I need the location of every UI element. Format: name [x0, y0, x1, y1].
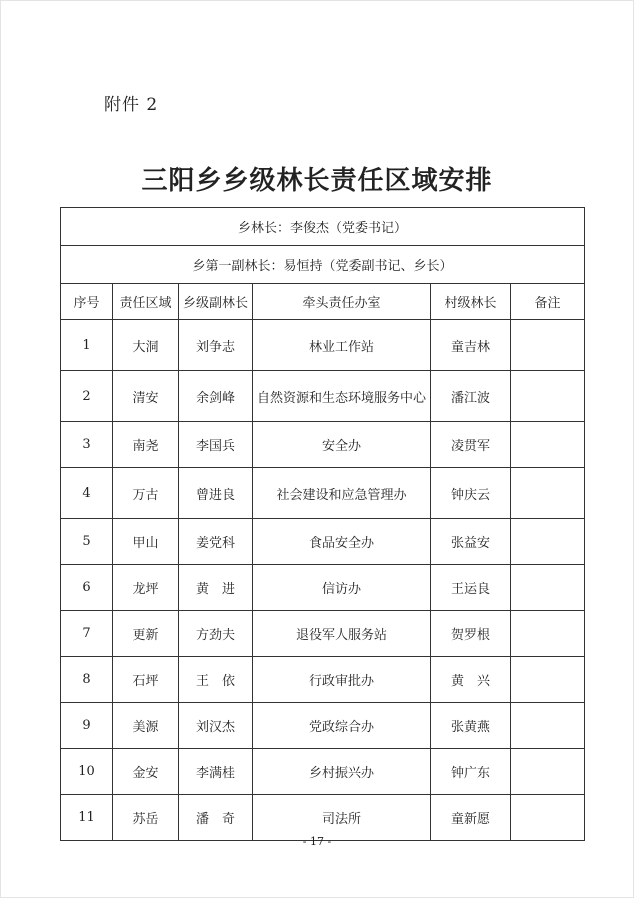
cell-village-chief: 王运良	[431, 565, 511, 611]
column-header-area: 责任区域	[113, 284, 179, 320]
cell-deputy: 刘汉杰	[179, 703, 253, 749]
cell-area: 龙坪	[113, 565, 179, 611]
cell-deputy: 黄 进	[179, 565, 253, 611]
cell-index: 10	[61, 749, 113, 795]
cell-village-chief: 凌贯军	[431, 422, 511, 468]
cell-remark	[511, 657, 585, 703]
cell-village-chief: 钟庆云	[431, 468, 511, 519]
document-title: 三阳乡乡级林长责任区域安排	[141, 166, 493, 196]
cell-deputy: 李国兵	[179, 422, 253, 468]
table-row	[61, 565, 585, 611]
township-chief-cell: 乡林长：李俊杰（党委书记）	[61, 208, 585, 246]
table-row	[61, 468, 585, 519]
cell-area: 清安	[113, 371, 179, 422]
cell-deputy: 曾进良	[179, 468, 253, 519]
cell-office: 党政综合办	[253, 703, 431, 749]
responsibility-table	[60, 207, 585, 841]
table-row	[61, 795, 585, 841]
cell-area: 苏岳	[113, 795, 179, 841]
attachment-label: 附件 2	[104, 95, 159, 115]
column-header-deputy: 乡级副林长	[179, 284, 253, 320]
cell-index: 3	[61, 422, 113, 468]
cell-office: 行政审批办	[253, 657, 431, 703]
cell-village-chief: 张益安	[431, 519, 511, 565]
cell-village-chief: 潘江波	[431, 371, 511, 422]
table-row	[61, 749, 585, 795]
cell-deputy: 潘 奇	[179, 795, 253, 841]
cell-remark	[511, 422, 585, 468]
cell-office: 乡村振兴办	[253, 749, 431, 795]
cell-deputy: 余剑峰	[179, 371, 253, 422]
column-header-row	[61, 284, 585, 320]
cell-index: 7	[61, 611, 113, 657]
table-row	[61, 703, 585, 749]
cell-remark	[511, 749, 585, 795]
cell-area: 石坪	[113, 657, 179, 703]
table-row	[61, 519, 585, 565]
cell-index: 4	[61, 468, 113, 519]
cell-area: 金安	[113, 749, 179, 795]
cell-remark	[511, 565, 585, 611]
cell-office: 自然资源和生态环境服务中心	[253, 371, 431, 422]
cell-office: 社会建设和应急管理办	[253, 468, 431, 519]
cell-area: 更新	[113, 611, 179, 657]
column-header-village-chief: 村级林长	[431, 284, 511, 320]
cell-area: 万古	[113, 468, 179, 519]
cell-village-chief: 童新愿	[431, 795, 511, 841]
cell-deputy: 刘争志	[179, 320, 253, 371]
table-row	[61, 320, 585, 371]
cell-remark	[511, 795, 585, 841]
cell-area: 美源	[113, 703, 179, 749]
cell-office: 信访办	[253, 565, 431, 611]
cell-index: 11	[61, 795, 113, 841]
cell-village-chief: 童吉林	[431, 320, 511, 371]
cell-index: 9	[61, 703, 113, 749]
cell-remark	[511, 468, 585, 519]
table-row	[61, 371, 585, 422]
cell-village-chief: 贺罗根	[431, 611, 511, 657]
column-header-remark: 备注	[511, 284, 585, 320]
cell-office: 安全办	[253, 422, 431, 468]
cell-remark	[511, 703, 585, 749]
cell-index: 1	[61, 320, 113, 371]
cell-index: 2	[61, 371, 113, 422]
cell-area: 甲山	[113, 519, 179, 565]
table-row	[61, 657, 585, 703]
cell-village-chief: 钟广东	[431, 749, 511, 795]
cell-office: 退役军人服务站	[253, 611, 431, 657]
cell-deputy: 姜党科	[179, 519, 253, 565]
cell-office: 林业工作站	[253, 320, 431, 371]
cell-village-chief: 黄 兴	[431, 657, 511, 703]
cell-deputy: 方劲夫	[179, 611, 253, 657]
table-row	[61, 422, 585, 468]
cell-index: 8	[61, 657, 113, 703]
cell-deputy: 李满桂	[179, 749, 253, 795]
cell-remark	[511, 519, 585, 565]
cell-remark	[511, 320, 585, 371]
cell-office: 司法所	[253, 795, 431, 841]
cell-village-chief: 张黄燕	[431, 703, 511, 749]
column-header-index: 序号	[61, 284, 113, 320]
cell-remark	[511, 611, 585, 657]
cell-area: 大洞	[113, 320, 179, 371]
township-first-deputy-cell: 乡第一副林长：易恒持（党委副书记、乡长）	[61, 246, 585, 284]
cell-index: 5	[61, 519, 113, 565]
page-number: - 17 -	[302, 835, 332, 848]
cell-deputy: 王 依	[179, 657, 253, 703]
table-row	[61, 611, 585, 657]
cell-remark	[511, 371, 585, 422]
cell-index: 6	[61, 565, 113, 611]
cell-office: 食品安全办	[253, 519, 431, 565]
column-header-office: 牵头责任办室	[253, 284, 431, 320]
cell-area: 南尧	[113, 422, 179, 468]
